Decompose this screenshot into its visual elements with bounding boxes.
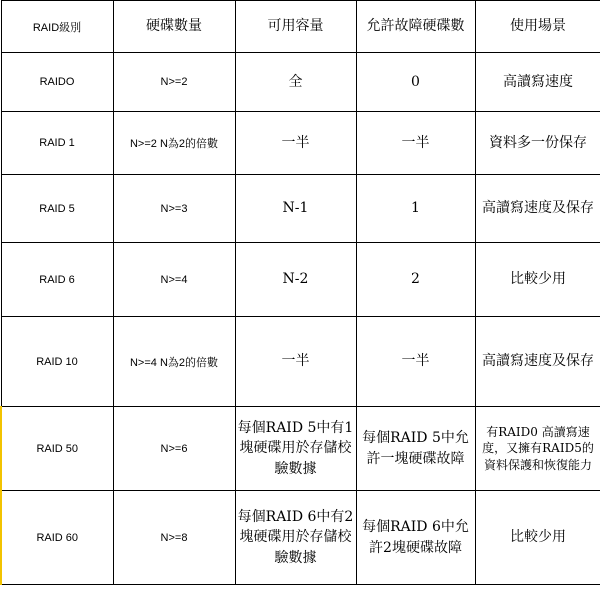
table-row — [1, 243, 600, 317]
cell-level: RAID 6 — [1, 243, 113, 317]
cell-level: RAIDO — [1, 53, 113, 112]
cell-count: N>=4 N為2的倍數 — [113, 317, 235, 407]
cell-count: N>=8 — [113, 491, 235, 585]
table-row — [1, 407, 600, 491]
cell-capacity: 每個RAID 6中有2塊硬碟用於存儲校驗數據 — [235, 491, 356, 585]
header-disk-count: 硬碟數量 — [113, 1, 235, 53]
table-row — [1, 317, 600, 407]
cell-level: RAID 5 — [1, 175, 113, 243]
cell-fault: 2 — [356, 243, 475, 317]
header-row — [1, 1, 600, 53]
header-usage: 使用場景 — [475, 1, 600, 53]
cell-count: N>=4 — [113, 243, 235, 317]
cell-usage: 比較少用 — [475, 243, 600, 317]
cell-usage: 高讀寫速度及保存 — [475, 317, 600, 407]
table-row — [1, 175, 600, 243]
cell-level: RAID 10 — [1, 317, 113, 407]
cell-count: N>=2 — [113, 53, 235, 112]
header-fault-tolerance: 允許故障硬碟數 — [356, 1, 475, 53]
table-row — [1, 112, 600, 175]
cell-count: N>=2 N為2的倍數 — [113, 112, 235, 175]
cell-usage: 比較少用 — [475, 491, 600, 585]
cell-fault: 每個RAID 6中允許2塊硬碟故障 — [356, 491, 475, 585]
cell-fault: 一半 — [356, 112, 475, 175]
cell-usage: 高讀寫速度 — [475, 53, 600, 112]
cell-capacity: 一半 — [235, 317, 356, 407]
cell-level: RAID 50 — [1, 407, 113, 491]
cell-fault: 每個RAID 5中允許一塊硬碟故障 — [356, 407, 475, 491]
cell-capacity: N-1 — [235, 175, 356, 243]
cell-capacity: 全 — [235, 53, 356, 112]
cell-fault: 一半 — [356, 317, 475, 407]
cell-usage: 高讀寫速度及保存 — [475, 175, 600, 243]
table-row — [1, 53, 600, 112]
cell-count: N>=3 — [113, 175, 235, 243]
table-row — [1, 491, 600, 585]
cell-usage: 有RAID0 高讀寫速度，又擁有RAID5的資料保護和恢復能力 — [475, 407, 600, 491]
cell-fault: 1 — [356, 175, 475, 243]
cell-count: N>=6 — [113, 407, 235, 491]
cell-usage: 資料多一份保存 — [475, 112, 600, 175]
header-raid-level: RAID級別 — [1, 1, 113, 53]
cell-capacity: 每個RAID 5中有1塊硬碟用於存儲校驗數據 — [235, 407, 356, 491]
cell-level: RAID 60 — [1, 491, 113, 585]
cell-capacity: 一半 — [235, 112, 356, 175]
header-capacity: 可用容量 — [235, 1, 356, 53]
cell-capacity: N-2 — [235, 243, 356, 317]
cell-level: RAID 1 — [1, 112, 113, 175]
cell-fault: 0 — [356, 53, 475, 112]
